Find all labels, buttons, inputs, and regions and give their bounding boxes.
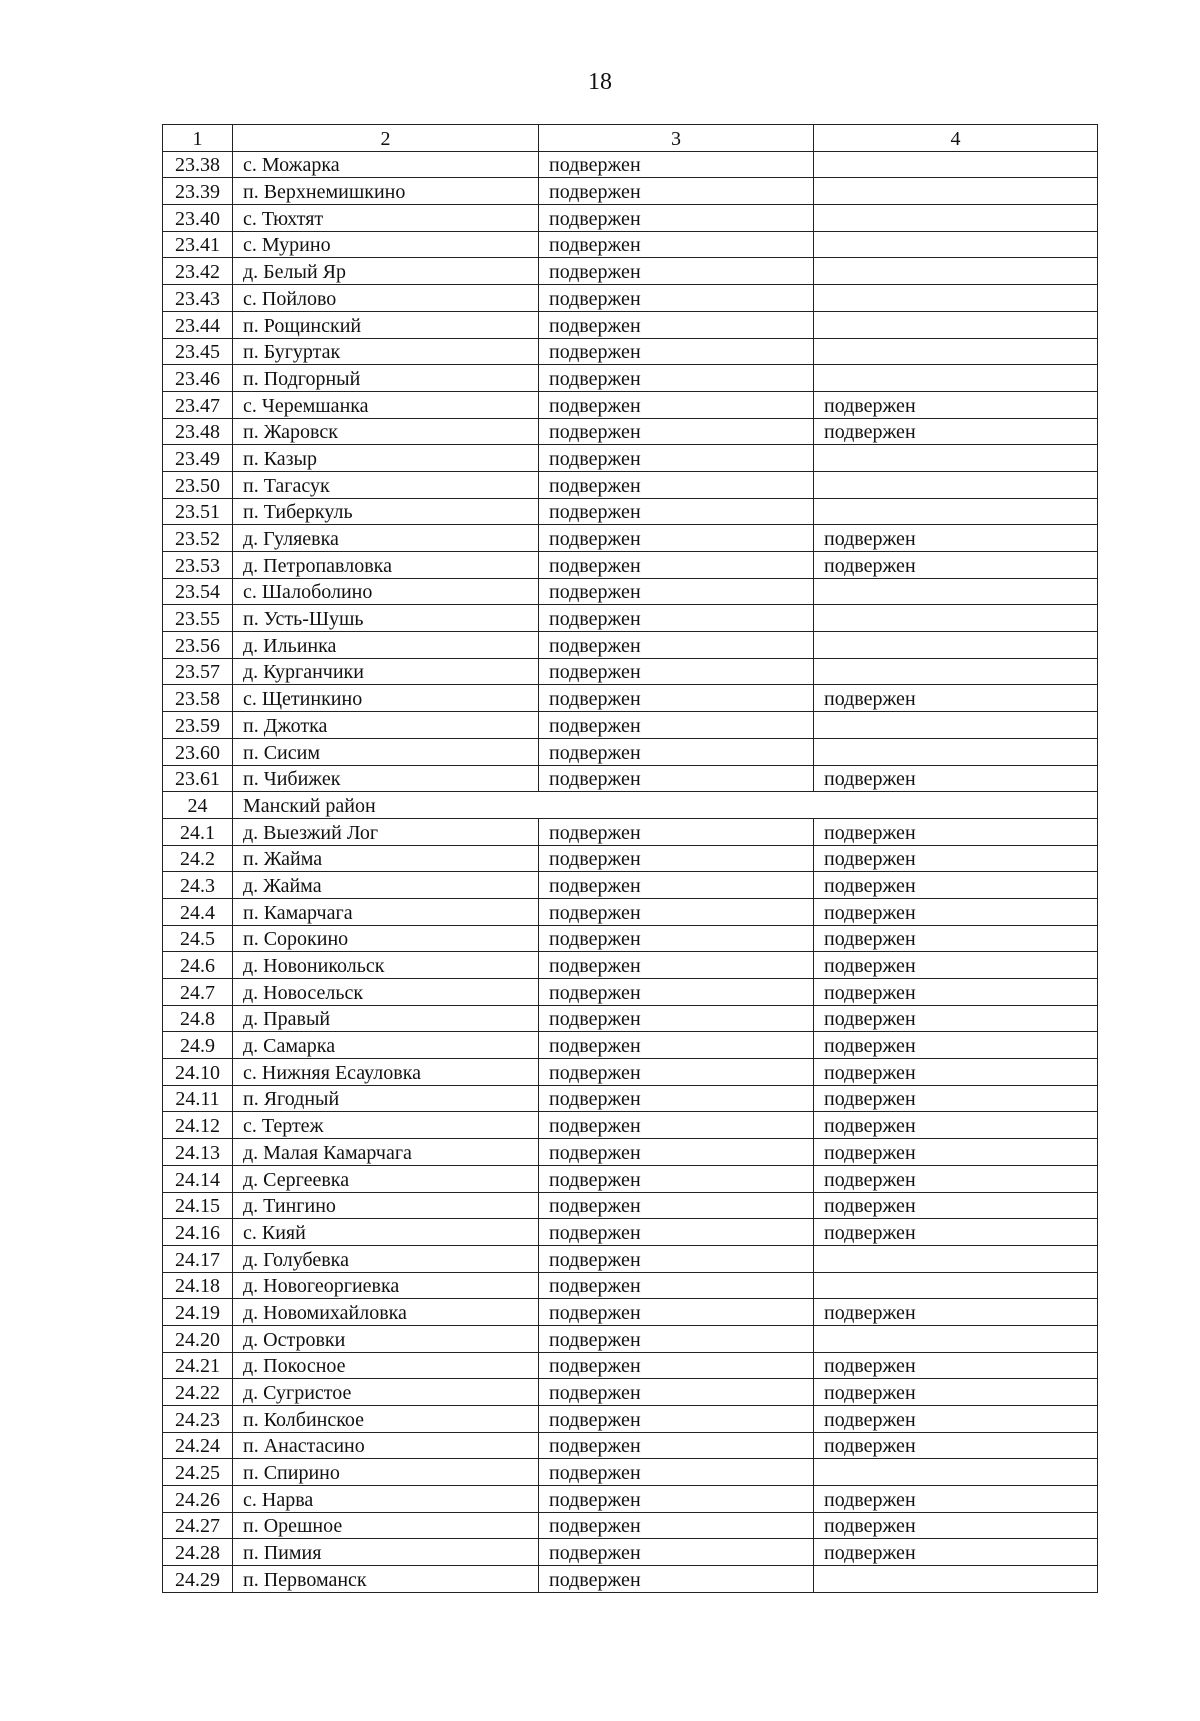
column-4-value <box>814 712 1098 739</box>
table-section-row <box>163 792 1098 819</box>
table-row <box>163 1059 1098 1086</box>
column-4-value <box>814 632 1098 659</box>
row-number: 23.40 <box>163 205 233 232</box>
settlement-name: п. Жаровск <box>233 418 539 445</box>
column-4-value <box>814 1566 1098 1593</box>
column-4-value <box>814 738 1098 765</box>
table-row <box>163 712 1098 739</box>
table-row <box>163 1459 1098 1486</box>
column-4-value: подвержен <box>814 818 1098 845</box>
row-number: 24.10 <box>163 1059 233 1086</box>
settlement-name: п. Сисим <box>233 738 539 765</box>
column-4-value: подвержен <box>814 898 1098 925</box>
settlement-name: п. Спирино <box>233 1459 539 1486</box>
column-3-value: подвержен <box>539 1325 814 1352</box>
row-number: 24.22 <box>163 1379 233 1406</box>
column-4-value: подвержен <box>814 872 1098 899</box>
table-row <box>163 231 1098 258</box>
row-number: 23.44 <box>163 311 233 338</box>
settlement-name: с. Мурино <box>233 231 539 258</box>
column-4-value <box>814 498 1098 525</box>
column-4-value: подвержен <box>814 1112 1098 1139</box>
table-row <box>163 1112 1098 1139</box>
settlement-name: д. Правый <box>233 1005 539 1032</box>
row-number: 23.39 <box>163 178 233 205</box>
table-row <box>163 1272 1098 1299</box>
row-number: 24.20 <box>163 1325 233 1352</box>
column-4-value: подвержен <box>814 952 1098 979</box>
row-number: 24.24 <box>163 1432 233 1459</box>
column-header: 2 <box>233 125 539 152</box>
column-3-value: подвержен <box>539 818 814 845</box>
column-4-value: подвержен <box>814 1432 1098 1459</box>
row-number: 24.21 <box>163 1352 233 1379</box>
column-4-value: подвержен <box>814 1005 1098 1032</box>
table-row <box>163 738 1098 765</box>
column-4-value <box>814 231 1098 258</box>
table-row <box>163 765 1098 792</box>
row-number: 24.16 <box>163 1219 233 1246</box>
settlement-name: д. Новоникольск <box>233 952 539 979</box>
settlement-name: д. Петропавловка <box>233 552 539 579</box>
column-3-value: подвержен <box>539 151 814 178</box>
column-3-value: подвержен <box>539 525 814 552</box>
column-3-value: подвержен <box>539 979 814 1006</box>
table-row <box>163 1005 1098 1032</box>
table-row <box>163 285 1098 312</box>
settlement-name: д. Гуляевка <box>233 525 539 552</box>
column-3-value: подвержен <box>539 632 814 659</box>
table-row <box>163 1539 1098 1566</box>
table-row <box>163 471 1098 498</box>
column-4-value: подвержен <box>814 1539 1098 1566</box>
column-3-value: подвержен <box>539 1219 814 1246</box>
row-number: 23.57 <box>163 658 233 685</box>
column-4-value: подвержен <box>814 1085 1098 1112</box>
column-4-value <box>814 1459 1098 1486</box>
settlement-name: п. Колбинское <box>233 1406 539 1433</box>
column-4-value <box>814 1245 1098 1272</box>
table-row <box>163 1139 1098 1166</box>
column-3-value: подвержен <box>539 1059 814 1086</box>
table-row <box>163 605 1098 632</box>
table-row <box>163 418 1098 445</box>
column-4-value <box>814 258 1098 285</box>
column-4-value: подвержен <box>814 525 1098 552</box>
row-number: 24.17 <box>163 1245 233 1272</box>
column-3-value: подвержен <box>539 258 814 285</box>
column-4-value <box>814 1272 1098 1299</box>
column-4-value <box>814 605 1098 632</box>
column-3-value: подвержен <box>539 1192 814 1219</box>
column-3-value: подвержен <box>539 685 814 712</box>
settlement-name: п. Рощинский <box>233 311 539 338</box>
column-3-value: подвержен <box>539 178 814 205</box>
column-header: 3 <box>539 125 814 152</box>
settlement-name: с. Нарва <box>233 1486 539 1513</box>
column-3-value: подвержен <box>539 1085 814 1112</box>
column-3-value: подвержен <box>539 1032 814 1059</box>
column-4-value: подвержен <box>814 1219 1098 1246</box>
column-3-value: подвержен <box>539 658 814 685</box>
column-4-value: подвержен <box>814 1512 1098 1539</box>
column-3-value: подвержен <box>539 765 814 792</box>
column-4-value: подвержен <box>814 685 1098 712</box>
settlement-name: д. Голубевка <box>233 1245 539 1272</box>
column-4-value <box>814 471 1098 498</box>
row-number: 23.45 <box>163 338 233 365</box>
row-number: 24.25 <box>163 1459 233 1486</box>
row-number: 23.54 <box>163 578 233 605</box>
column-4-value: подвержен <box>814 765 1098 792</box>
settlement-name: с. Пойлово <box>233 285 539 312</box>
row-number: 24.14 <box>163 1165 233 1192</box>
table-row <box>163 365 1098 392</box>
settlement-name: п. Орешное <box>233 1512 539 1539</box>
column-3-value: подвержен <box>539 1539 814 1566</box>
table-row <box>163 1432 1098 1459</box>
table-body <box>163 125 1098 1593</box>
table-row <box>163 1512 1098 1539</box>
row-number: 24.3 <box>163 872 233 899</box>
table-header-row <box>163 125 1098 152</box>
settlement-name: п. Сорокино <box>233 925 539 952</box>
table-row <box>163 205 1098 232</box>
table-row <box>163 1032 1098 1059</box>
row-number: 23.42 <box>163 258 233 285</box>
settlement-name: д. Тингино <box>233 1192 539 1219</box>
column-3-value: подвержен <box>539 365 814 392</box>
settlement-name: с. Можарка <box>233 151 539 178</box>
table-row <box>163 952 1098 979</box>
column-4-value <box>814 338 1098 365</box>
column-4-value: подвержен <box>814 1192 1098 1219</box>
column-4-value: подвержен <box>814 979 1098 1006</box>
column-4-value: подвержен <box>814 552 1098 579</box>
column-3-value: подвержен <box>539 1379 814 1406</box>
settlement-name: д. Сугристое <box>233 1379 539 1406</box>
row-number: 24.6 <box>163 952 233 979</box>
column-4-value <box>814 658 1098 685</box>
table-row <box>163 1165 1098 1192</box>
table-row <box>163 845 1098 872</box>
row-number: 24.19 <box>163 1299 233 1326</box>
column-3-value: подвержен <box>539 311 814 338</box>
row-number: 23.59 <box>163 712 233 739</box>
table-row <box>163 1486 1098 1513</box>
row-number: 24.13 <box>163 1139 233 1166</box>
column-4-value: подвержен <box>814 1059 1098 1086</box>
column-4-value: подвержен <box>814 418 1098 445</box>
row-number: 23.58 <box>163 685 233 712</box>
row-number: 23.49 <box>163 445 233 472</box>
settlement-name: д. Новогеоргиевка <box>233 1272 539 1299</box>
row-number: 23.48 <box>163 418 233 445</box>
column-4-value: подвержен <box>814 1352 1098 1379</box>
table-row <box>163 1566 1098 1593</box>
settlement-name: д. Покосное <box>233 1352 539 1379</box>
column-4-value: подвержен <box>814 1486 1098 1513</box>
settlement-name: п. Казыр <box>233 445 539 472</box>
row-number: 24.2 <box>163 845 233 872</box>
column-3-value: подвержен <box>539 1459 814 1486</box>
column-4-value <box>814 578 1098 605</box>
row-number: 24.5 <box>163 925 233 952</box>
table-row <box>163 1352 1098 1379</box>
table-row <box>163 391 1098 418</box>
column-3-value: подвержен <box>539 1112 814 1139</box>
column-3-value: подвержен <box>539 1272 814 1299</box>
table-row <box>163 1219 1098 1246</box>
column-header: 1 <box>163 125 233 152</box>
settlement-name: п. Пимия <box>233 1539 539 1566</box>
column-3-value: подвержен <box>539 1486 814 1513</box>
table-row <box>163 1325 1098 1352</box>
row-number: 24.12 <box>163 1112 233 1139</box>
column-4-value <box>814 365 1098 392</box>
column-3-value: подвержен <box>539 338 814 365</box>
row-number: 24.1 <box>163 818 233 845</box>
table-row <box>163 1245 1098 1272</box>
column-3-value: подвержен <box>539 1432 814 1459</box>
column-4-value <box>814 311 1098 338</box>
settlement-name: с. Нижняя Есауловка <box>233 1059 539 1086</box>
district-name: Манский район <box>233 792 1098 819</box>
settlement-name: д. Белый Яр <box>233 258 539 285</box>
column-3-value: подвержен <box>539 1165 814 1192</box>
row-number: 23.41 <box>163 231 233 258</box>
row-number: 24.18 <box>163 1272 233 1299</box>
column-3-value: подвержен <box>539 552 814 579</box>
column-3-value: подвержен <box>539 1352 814 1379</box>
table-row <box>163 151 1098 178</box>
settlement-name: п. Тиберкуль <box>233 498 539 525</box>
column-3-value: подвержен <box>539 205 814 232</box>
settlement-name: п. Первоманск <box>233 1566 539 1593</box>
column-4-value: подвержен <box>814 1139 1098 1166</box>
row-number: 24.4 <box>163 898 233 925</box>
table-row <box>163 632 1098 659</box>
settlement-name: с. Кияй <box>233 1219 539 1246</box>
column-3-value: подвержен <box>539 1406 814 1433</box>
row-number: 24.29 <box>163 1566 233 1593</box>
table-row <box>163 1406 1098 1433</box>
table-row <box>163 552 1098 579</box>
column-4-value: подвержен <box>814 1406 1098 1433</box>
settlement-name: д. Сергеевка <box>233 1165 539 1192</box>
settlement-name: п. Чибижек <box>233 765 539 792</box>
row-number: 23.55 <box>163 605 233 632</box>
column-3-value: подвержен <box>539 898 814 925</box>
settlement-name: д. Самарка <box>233 1032 539 1059</box>
settlement-name: д. Жайма <box>233 872 539 899</box>
settlement-name: п. Тагасук <box>233 471 539 498</box>
column-3-value: подвержен <box>539 1005 814 1032</box>
settlement-name: с. Черемшанка <box>233 391 539 418</box>
row-number: 23.61 <box>163 765 233 792</box>
page-number: 18 <box>588 69 612 95</box>
table-row <box>163 685 1098 712</box>
settlement-name: д. Курганчики <box>233 658 539 685</box>
column-3-value: подвержен <box>539 712 814 739</box>
table-row <box>163 525 1098 552</box>
column-4-value <box>814 151 1098 178</box>
row-number: 23.51 <box>163 498 233 525</box>
settlement-name: п. Верхнемишкино <box>233 178 539 205</box>
row-number: 24.7 <box>163 979 233 1006</box>
table-row <box>163 1192 1098 1219</box>
settlement-name: с. Шалоболино <box>233 578 539 605</box>
row-number: 23.60 <box>163 738 233 765</box>
column-4-value: подвержен <box>814 845 1098 872</box>
table-row <box>163 979 1098 1006</box>
table-row <box>163 578 1098 605</box>
table-row <box>163 445 1098 472</box>
table-row <box>163 818 1098 845</box>
settlement-name: с. Тюхтят <box>233 205 539 232</box>
table-row <box>163 872 1098 899</box>
row-number: 24.27 <box>163 1512 233 1539</box>
column-4-value: подвержен <box>814 925 1098 952</box>
row-number: 24.23 <box>163 1406 233 1433</box>
row-number: 23.52 <box>163 525 233 552</box>
column-3-value: подвержен <box>539 738 814 765</box>
settlement-name: д. Островки <box>233 1325 539 1352</box>
row-number: 24.15 <box>163 1192 233 1219</box>
settlement-name: п. Бугуртак <box>233 338 539 365</box>
settlement-name: п. Анастасино <box>233 1432 539 1459</box>
column-4-value: подвержен <box>814 1299 1098 1326</box>
settlement-name: с. Щетинкино <box>233 685 539 712</box>
settlement-name: п. Жайма <box>233 845 539 872</box>
column-3-value: подвержен <box>539 418 814 445</box>
settlement-name: п. Ягодный <box>233 1085 539 1112</box>
row-number: 24.9 <box>163 1032 233 1059</box>
column-4-value: подвержен <box>814 391 1098 418</box>
row-number: 23.47 <box>163 391 233 418</box>
table-row <box>163 925 1098 952</box>
table-row <box>163 338 1098 365</box>
settlement-name: п. Усть-Шушь <box>233 605 539 632</box>
column-header: 4 <box>814 125 1098 152</box>
column-3-value: подвержен <box>539 605 814 632</box>
table-row <box>163 1085 1098 1112</box>
table-row <box>163 1299 1098 1326</box>
table-row <box>163 658 1098 685</box>
settlement-name: п. Подгорный <box>233 365 539 392</box>
column-4-value: подвержен <box>814 1165 1098 1192</box>
column-4-value <box>814 445 1098 472</box>
row-number: 24 <box>163 792 233 819</box>
column-3-value: подвержен <box>539 231 814 258</box>
column-4-value <box>814 205 1098 232</box>
table-row <box>163 898 1098 925</box>
row-number: 23.43 <box>163 285 233 312</box>
row-number: 23.53 <box>163 552 233 579</box>
column-3-value: подвержен <box>539 1512 814 1539</box>
column-4-value: подвержен <box>814 1032 1098 1059</box>
settlements-table <box>162 124 1098 1593</box>
column-3-value: подвержен <box>539 391 814 418</box>
table-row <box>163 258 1098 285</box>
settlement-name: п. Джотка <box>233 712 539 739</box>
row-number: 23.38 <box>163 151 233 178</box>
row-number: 23.50 <box>163 471 233 498</box>
column-3-value: подвержен <box>539 1299 814 1326</box>
settlement-name: д. Новомихайловка <box>233 1299 539 1326</box>
column-4-value <box>814 285 1098 312</box>
column-3-value: подвержен <box>539 925 814 952</box>
column-3-value: подвержен <box>539 445 814 472</box>
row-number: 24.8 <box>163 1005 233 1032</box>
settlement-name: д. Ильинка <box>233 632 539 659</box>
table-row <box>163 311 1098 338</box>
table-row <box>163 178 1098 205</box>
column-4-value: подвержен <box>814 1379 1098 1406</box>
settlement-name: д. Малая Камарчага <box>233 1139 539 1166</box>
settlement-name: д. Новосельск <box>233 979 539 1006</box>
column-4-value <box>814 178 1098 205</box>
table-row <box>163 498 1098 525</box>
row-number: 23.46 <box>163 365 233 392</box>
settlement-name: с. Тертеж <box>233 1112 539 1139</box>
row-number: 24.11 <box>163 1085 233 1112</box>
column-3-value: подвержен <box>539 845 814 872</box>
column-3-value: подвержен <box>539 578 814 605</box>
settlement-name: д. Выезжий Лог <box>233 818 539 845</box>
column-3-value: подвержен <box>539 471 814 498</box>
row-number: 24.26 <box>163 1486 233 1513</box>
column-3-value: подвержен <box>539 285 814 312</box>
column-3-value: подвержен <box>539 952 814 979</box>
settlement-name: п. Камарчага <box>233 898 539 925</box>
column-4-value <box>814 1325 1098 1352</box>
column-3-value: подвержен <box>539 1566 814 1593</box>
row-number: 23.56 <box>163 632 233 659</box>
column-3-value: подвержен <box>539 872 814 899</box>
column-3-value: подвержен <box>539 1139 814 1166</box>
table-row <box>163 1379 1098 1406</box>
column-3-value: подвержен <box>539 1245 814 1272</box>
column-3-value: подвержен <box>539 498 814 525</box>
row-number: 24.28 <box>163 1539 233 1566</box>
